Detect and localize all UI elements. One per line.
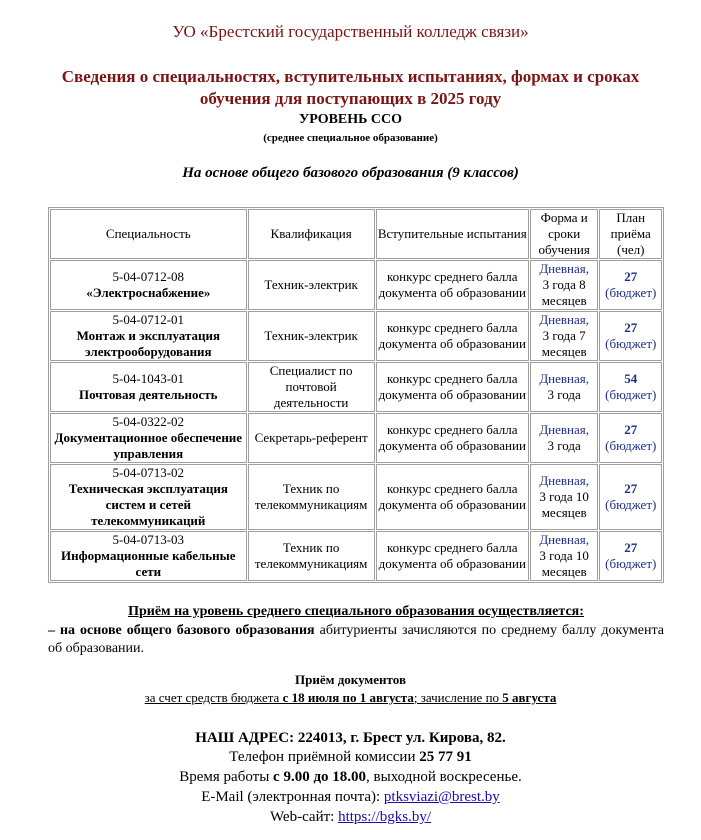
plan-cell bbox=[599, 311, 662, 361]
form-cell bbox=[530, 311, 599, 361]
plan-cell bbox=[599, 413, 662, 463]
specialty-cell bbox=[50, 413, 247, 463]
hours-line bbox=[0, 769, 701, 786]
plan-number: 27 bbox=[624, 481, 638, 496]
specialty-name: «Электроснабжение» bbox=[86, 285, 211, 300]
qualification-cell: Секретарь-референт bbox=[248, 413, 375, 463]
header-form: Форма и сроки обучения bbox=[530, 209, 599, 259]
specialty-cell bbox=[50, 464, 247, 530]
study-duration: 3 года 10 месяцев bbox=[539, 489, 589, 520]
study-duration: 3 года bbox=[547, 438, 581, 453]
exam-cell: конкурс среднего балла документа об образовании bbox=[376, 531, 529, 581]
hours-time: с 9.00 до 18.00 bbox=[273, 769, 367, 785]
admission-title: Приём на уровень среднего специального образования осуществляется: bbox=[128, 604, 584, 619]
study-form: Дневная, bbox=[539, 312, 590, 327]
specialty-code: 5-04-0713-03 bbox=[112, 532, 185, 547]
email-line bbox=[0, 789, 701, 806]
exam-cell: конкурс среднего балла документа об образовании bbox=[376, 362, 529, 412]
specialty-cell bbox=[50, 260, 247, 310]
form-cell bbox=[530, 531, 599, 581]
admission-body: абитуриенты зачисляются по среднему баллу документа об образовании. bbox=[48, 623, 665, 656]
header-qualification: Квалификация bbox=[248, 209, 375, 259]
email-label: E-Mail (электронная почта): bbox=[201, 789, 384, 805]
exam-cell: конкурс среднего балла документа об образовании bbox=[376, 311, 529, 361]
plan-number: 27 bbox=[624, 269, 638, 284]
table-row bbox=[50, 311, 662, 361]
plan-number: 27 bbox=[624, 320, 638, 335]
website-link[interactable]: https://bgks.by/ bbox=[338, 809, 432, 825]
form-cell bbox=[530, 362, 599, 412]
specialties-table bbox=[48, 207, 664, 583]
phone-label: Телефон приёмной комиссии bbox=[229, 749, 420, 765]
qualification-cell: Техник по телекоммуникациям bbox=[248, 531, 375, 581]
qualification-cell: Техник-электрик bbox=[248, 260, 375, 310]
specialty-code: 5-04-0322-02 bbox=[112, 414, 185, 429]
website-line bbox=[0, 809, 701, 826]
specialty-code: 5-04-0712-01 bbox=[112, 312, 185, 327]
specialty-name: Техническая эксплуатация систем и сетей телекоммуникаций bbox=[68, 481, 228, 528]
organization-name: УО «Брестский государственный колледж связи» bbox=[172, 22, 529, 41]
form-cell bbox=[530, 260, 599, 310]
study-duration: 3 года 10 месяцев bbox=[539, 548, 589, 579]
specialty-name: Монтаж и эксплуатация электрооборудования bbox=[76, 328, 221, 359]
documents-title: Приём документов bbox=[295, 672, 406, 687]
specialty-code: 5-04-1043-01 bbox=[112, 371, 185, 386]
specialty-name: Документационное обеспечение управления bbox=[54, 430, 243, 461]
study-duration: 3 года 7 месяцев bbox=[541, 328, 587, 359]
enrollment-date: 5 августа bbox=[502, 690, 557, 705]
specialty-cell bbox=[50, 362, 247, 412]
qualification-cell: Техник по телекоммуникациям bbox=[248, 464, 375, 530]
study-form: Дневная, bbox=[539, 371, 590, 386]
documents-part2: ; зачисление по bbox=[413, 690, 503, 705]
plan-note: (бюджет) bbox=[605, 556, 657, 571]
phone-number: 25 77 91 bbox=[419, 749, 472, 765]
specialty-code: 5-04-0712-08 bbox=[112, 269, 185, 284]
education-level: УРОВЕНЬ ССО bbox=[298, 112, 403, 127]
documents-dates: с 18 июля по 1 августа bbox=[282, 690, 414, 705]
form-cell bbox=[530, 464, 599, 530]
header-specialty: Специальность bbox=[50, 209, 247, 259]
plan-number: 27 bbox=[624, 540, 638, 555]
study-form: Дневная, bbox=[539, 473, 590, 488]
documents-part1: за счет средств бюджета bbox=[144, 690, 283, 705]
table-row bbox=[50, 464, 662, 530]
plan-cell bbox=[599, 362, 662, 412]
header-plan: План приёма (чел) bbox=[599, 209, 662, 259]
study-form: Дневная, bbox=[539, 532, 590, 547]
study-form: Дневная, bbox=[539, 261, 590, 276]
email-link[interactable]: ptksviazi@brest.by bbox=[383, 789, 500, 805]
exam-cell: конкурс среднего балла документа об образовании bbox=[376, 413, 529, 463]
documents-schedule bbox=[0, 690, 701, 706]
phone-line bbox=[0, 749, 701, 766]
table-row bbox=[50, 260, 662, 310]
exam-cell: конкурс среднего балла документа об образовании bbox=[376, 260, 529, 310]
address: НАШ АДРЕС: 224013, г. Брест ул. Кирова, 82. bbox=[195, 730, 506, 746]
specialty-name: Почтовая деятельность bbox=[79, 387, 218, 402]
table-header-row bbox=[50, 209, 662, 259]
plan-note: (бюджет) bbox=[605, 336, 657, 351]
study-duration: 3 года 8 месяцев bbox=[541, 277, 587, 308]
education-level-subtitle: (среднее специальное образование) bbox=[263, 132, 438, 144]
qualification-cell: Техник-электрик bbox=[248, 311, 375, 361]
specialty-code: 5-04-0713-02 bbox=[112, 465, 185, 480]
admission-text bbox=[48, 622, 664, 658]
plan-cell bbox=[599, 531, 662, 581]
hours-label: Время работы bbox=[179, 769, 274, 785]
table-row bbox=[50, 362, 662, 412]
plan-cell bbox=[599, 260, 662, 310]
table-row bbox=[50, 531, 662, 581]
study-duration: 3 года bbox=[547, 387, 581, 402]
specialty-cell bbox=[50, 531, 247, 581]
admission-lead: – на основе общего базового образования bbox=[48, 623, 315, 638]
plan-number: 54 bbox=[624, 371, 638, 386]
specialty-name: Информационные кабельные сети bbox=[61, 548, 236, 579]
admission-basis: На основе общего базового образования (9 классов) bbox=[182, 165, 519, 181]
hours-rest: , выходной воскресенье. bbox=[366, 769, 522, 785]
header-exams: Вступительные испытания bbox=[376, 209, 529, 259]
plan-note: (бюджет) bbox=[605, 285, 657, 300]
document-heading: Сведения о специальностях, вступительных испытаниях, формах и сроках обучения для поступающих в 2025 году bbox=[61, 67, 640, 108]
plan-number: 27 bbox=[624, 422, 638, 437]
form-cell bbox=[530, 413, 599, 463]
plan-note: (бюджет) bbox=[605, 438, 657, 453]
study-form: Дневная, bbox=[539, 422, 590, 437]
plan-note: (бюджет) bbox=[605, 387, 657, 402]
specialty-cell bbox=[50, 311, 247, 361]
qualification-cell: Специалист по почтовой деятельности bbox=[248, 362, 375, 412]
plan-cell bbox=[599, 464, 662, 530]
plan-note: (бюджет) bbox=[605, 497, 657, 512]
table-row bbox=[50, 413, 662, 463]
website-label: Web-сайт: bbox=[269, 809, 339, 825]
exam-cell: конкурс среднего балла документа об образовании bbox=[376, 464, 529, 530]
